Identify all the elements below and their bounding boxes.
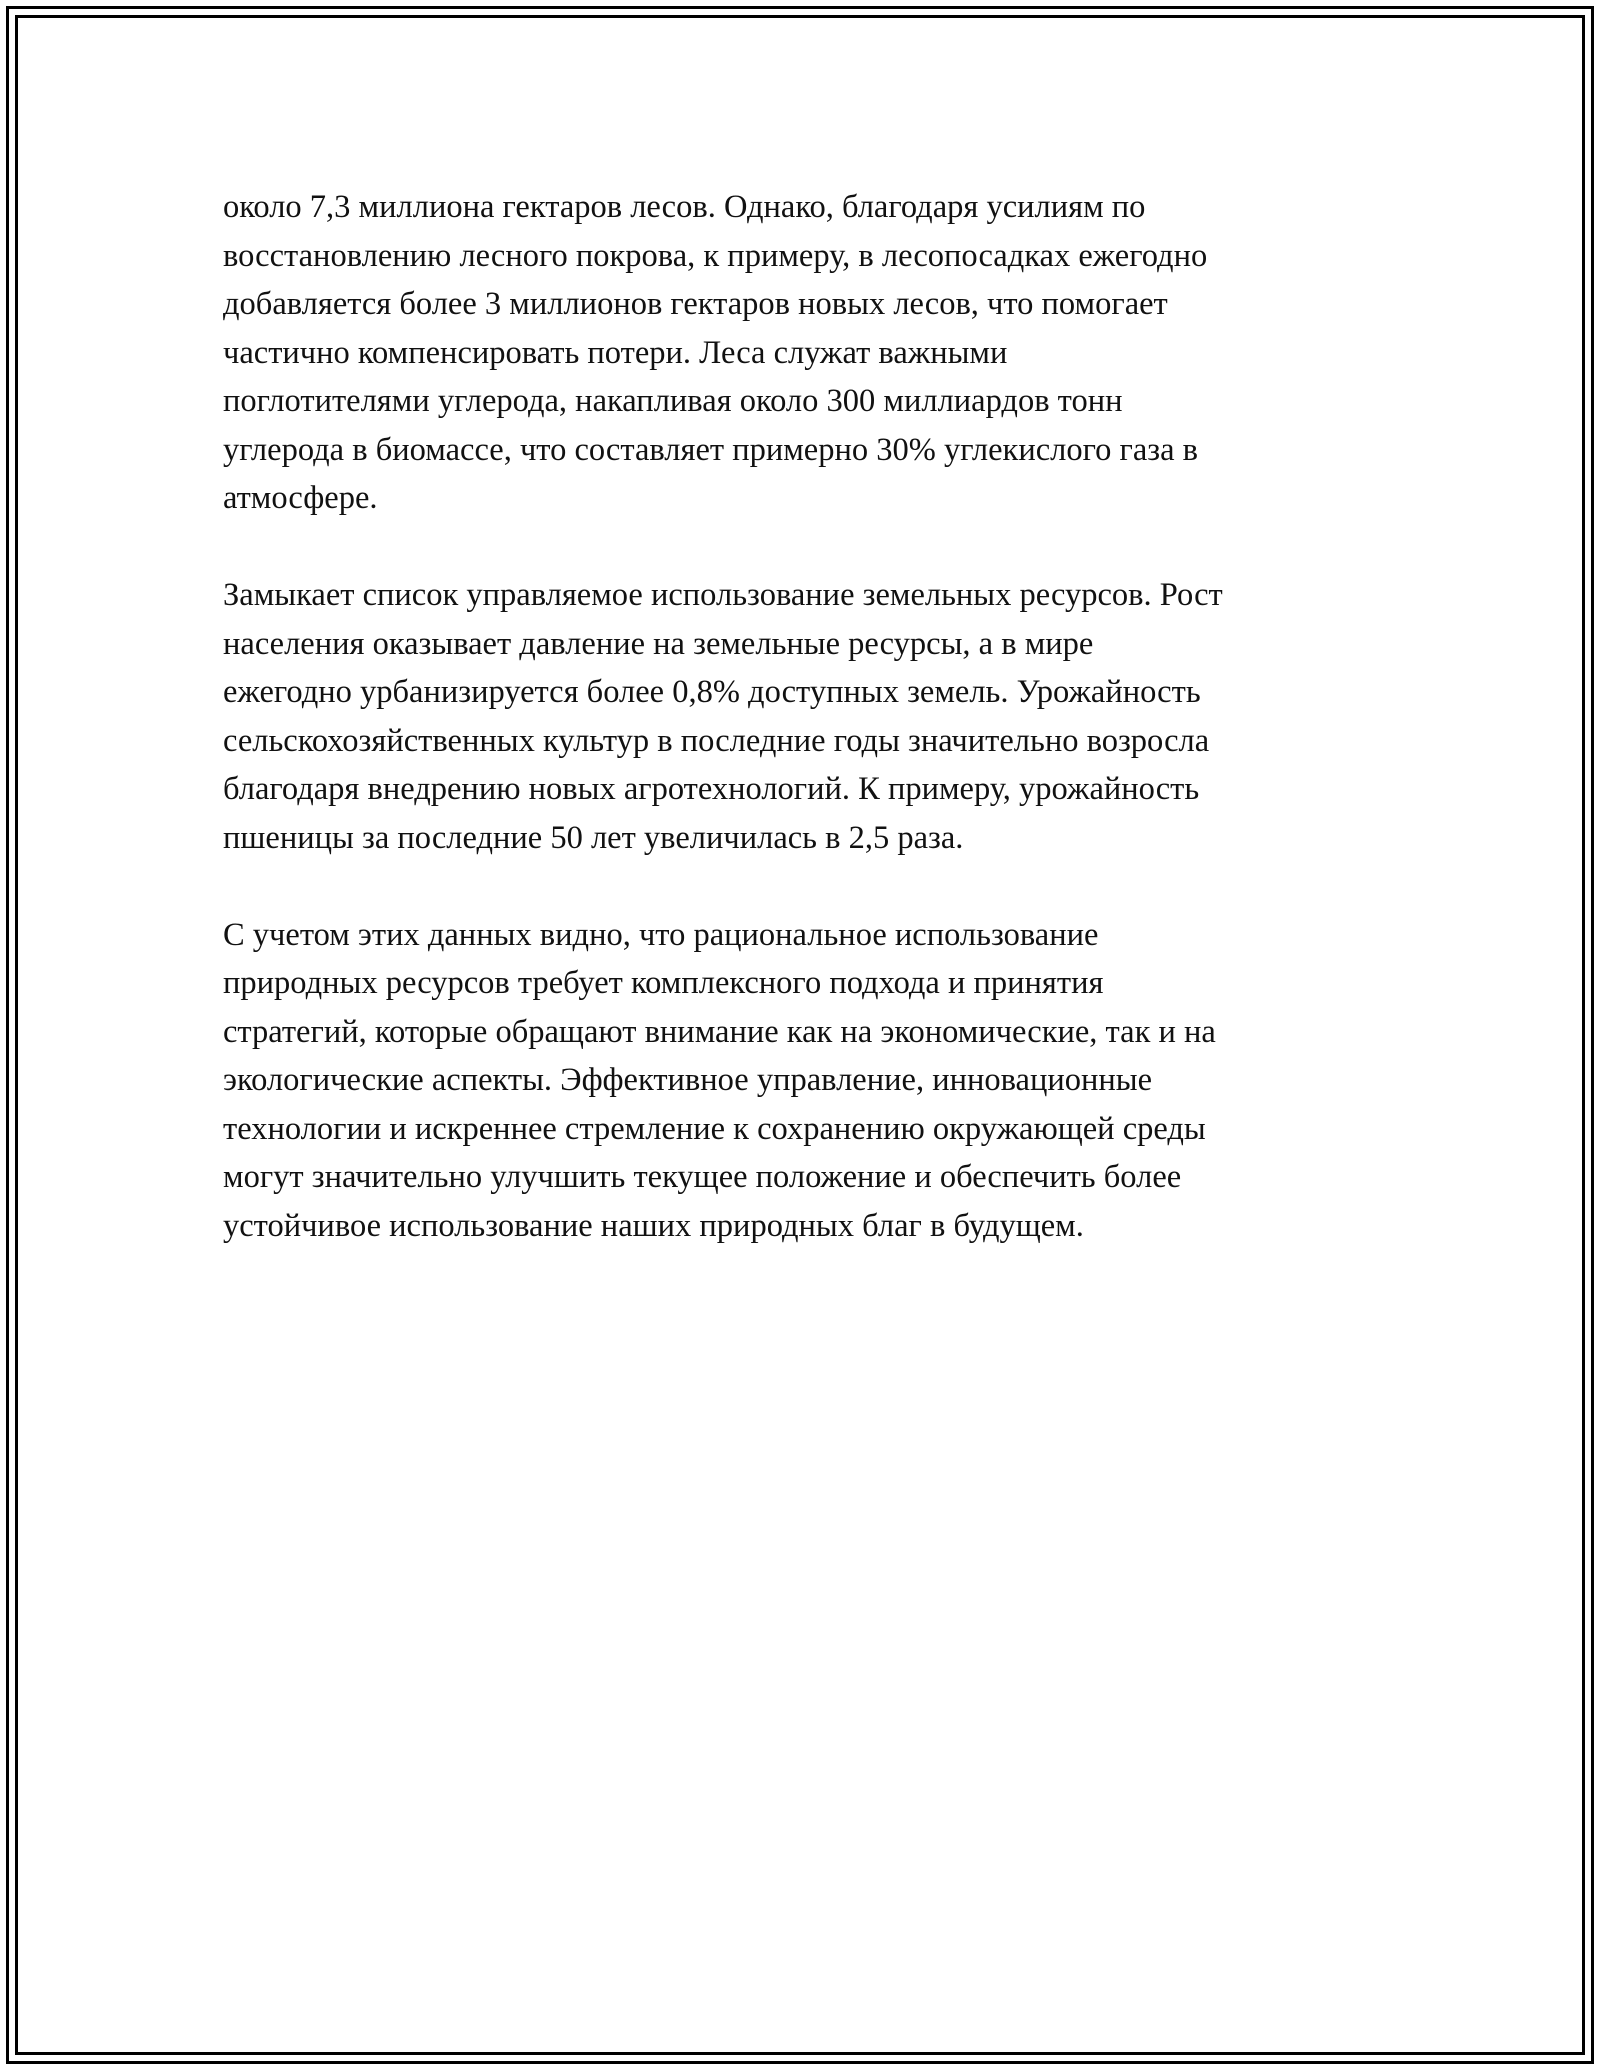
- text-line: сельскохозяйственных культур в последние годы значительно возросла: [223, 722, 1210, 759]
- text-line: технологии и искреннее стремление к сохранению окружающей среды: [223, 1110, 1206, 1147]
- text-line: ежегодно урбанизируется более 0,8% доступных земель. Урожайность: [223, 674, 1201, 710]
- text-line: С учетом этих данных видно, что рациональное использование: [223, 916, 1099, 953]
- text-line: поглотителями углерода, накапливая около 300 миллиардов тонн: [223, 383, 1123, 419]
- text-line: могут значительно улучшить текущее положение и обеспечить более: [223, 1159, 1182, 1195]
- text-line: добавляется более 3 миллионов гектаров новых лесов, что помогает: [223, 286, 1168, 322]
- text-line: восстановлению лесного покрова, к примеру, в лесопосадках ежегодно: [223, 237, 1208, 274]
- text-line: атмосфере.: [223, 480, 378, 516]
- paragraph-forests: [223, 183, 1383, 523]
- text-line: Замыкает список управляемое использование земельных ресурсов. Рост: [223, 577, 1223, 613]
- text-line: стратегий, которые обращают внимание как на экономические, так и на: [223, 1013, 1216, 1050]
- text-line: около 7,3 миллиона гектаров лесов. Однако, благодаря усилиям по: [223, 189, 1146, 225]
- paragraph-land-use: [223, 571, 1383, 862]
- text-line: природных ресурсов требует комплексного подхода и принятия: [223, 965, 1104, 1001]
- document-body: [223, 183, 1383, 1299]
- text-line: населения оказывает давление на земельные ресурсы, а в мире: [223, 625, 1094, 662]
- text-line: пшеницы за последние 50 лет увеличилась в 2,5 раза.: [223, 819, 964, 856]
- text-line: благодаря внедрению новых агротехнологий. К примеру, урожайность: [223, 771, 1200, 807]
- text-line: углерода в биомассе, что составляет примерно 30% углекислого газа в: [223, 431, 1198, 468]
- text-line: устойчивое использование наших природных благ в будущем.: [223, 1207, 1084, 1244]
- text-line: экологические аспекты. Эффективное управление, инновационные: [223, 1062, 1153, 1098]
- text-line: частично компенсировать потери. Леса служат важными: [223, 334, 1008, 371]
- paragraph-conclusion: [223, 911, 1383, 1251]
